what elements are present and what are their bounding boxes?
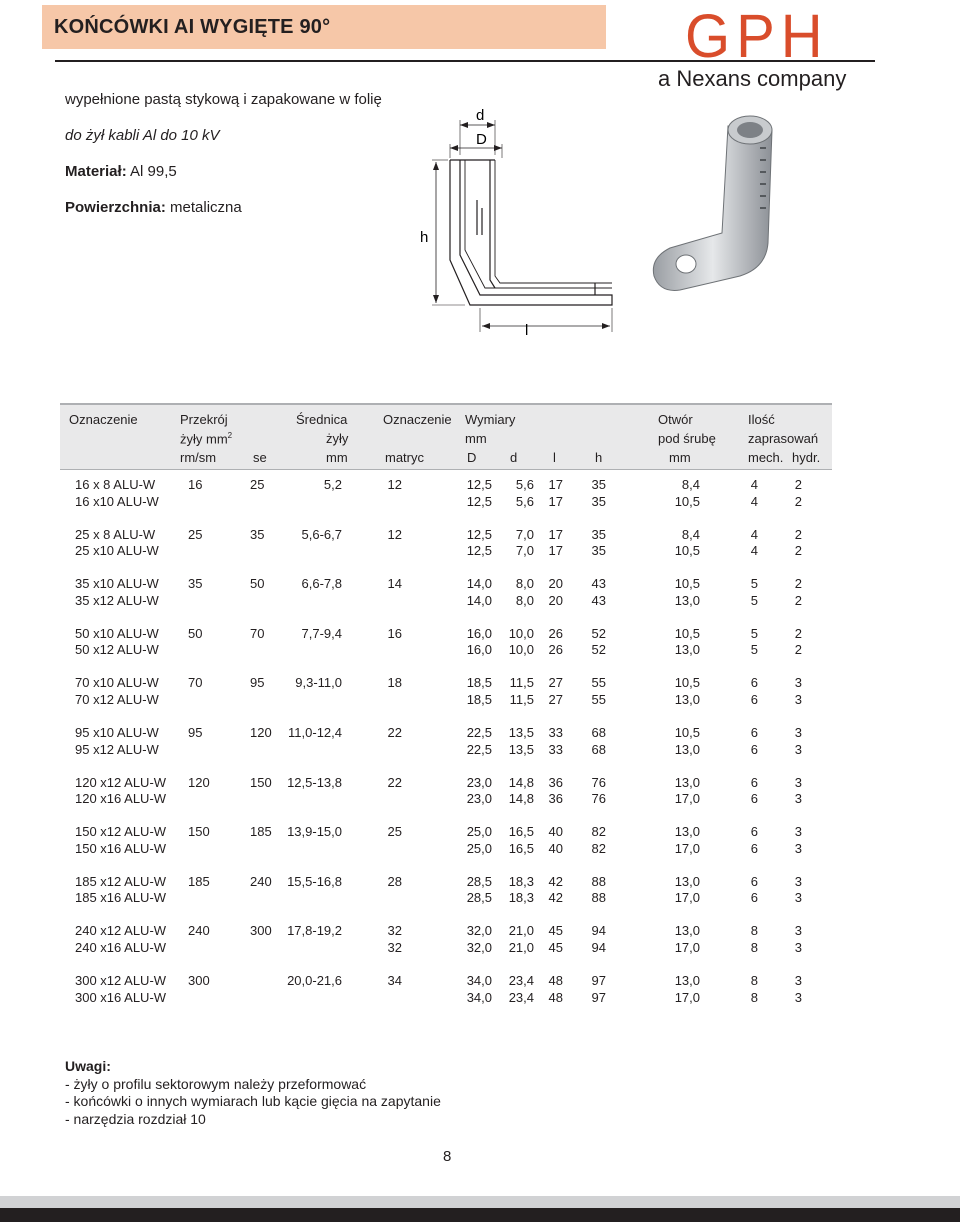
table-cell: 185 x16 ALU-W <box>75 890 167 906</box>
table-cell: 5,2 <box>323 477 342 492</box>
table-row <box>60 923 832 941</box>
table-cell: 25,0 <box>466 824 492 840</box>
table-cell: 10,5 <box>674 725 700 740</box>
table-cell: 150 x16 ALU-W <box>75 840 167 856</box>
table-cell: 5 <box>750 642 758 658</box>
table-cell: 11,5 <box>509 691 534 707</box>
table-cell: 48 <box>548 973 563 988</box>
table-cell: 300 x16 ALU-W <box>75 989 167 1005</box>
table-cell: 20,0-21,6 <box>287 973 342 988</box>
table-cell: 3 <box>794 824 802 840</box>
th-zyly: żyły <box>326 431 349 446</box>
table-cell: 23,0 <box>466 774 492 790</box>
th-mech: mech. <box>748 450 784 465</box>
table-cell: 13,9-15,0 <box>287 824 342 840</box>
table-cell: 6 <box>750 675 758 691</box>
lug-dimension-drawing <box>420 100 630 345</box>
label-h: h <box>420 229 429 246</box>
table-cell: 6 <box>750 774 758 790</box>
table-cell: 240 <box>250 873 272 889</box>
table-cell: 120 x12 ALU-W <box>75 774 167 790</box>
table-cell: 16 <box>188 477 203 492</box>
table-cell: 35 <box>591 543 606 559</box>
th-l: l <box>553 450 556 465</box>
table-cell: 97 <box>591 989 606 1005</box>
table-cell: 33 <box>548 741 563 757</box>
table-cell: 43 <box>591 576 606 592</box>
table-cell: 23,4 <box>508 973 534 988</box>
table-cell: 10,0 <box>508 642 534 658</box>
notes-title: Uwagi: <box>65 1058 111 1074</box>
table-cell: 35 <box>188 576 203 592</box>
table-row <box>60 725 832 743</box>
table-cell: 21,0 <box>508 939 534 955</box>
table-cell: 150 <box>188 824 210 840</box>
table-cell: 82 <box>591 840 606 856</box>
table-cell: 3 <box>794 774 802 790</box>
table-cell: 6,6-7,8 <box>301 576 342 592</box>
table-cell: 13,0 <box>674 774 700 790</box>
table-cell: 36 <box>548 774 563 790</box>
table-cell: 12,5 <box>466 526 492 542</box>
table-cell: 7,7-9,4 <box>301 625 342 641</box>
table-cell: 8,4 <box>681 477 700 492</box>
note-item: - narzędzia rozdział 10 <box>65 1110 206 1127</box>
table-row <box>60 527 832 545</box>
surface-value: metaliczna <box>165 199 242 216</box>
table-cell: 23,0 <box>466 791 492 807</box>
table-cell: 3 <box>794 791 802 807</box>
table-cell: 25,0 <box>466 840 492 856</box>
table-cell: 4 <box>750 526 758 542</box>
material-value: Al 99,5 <box>126 163 177 180</box>
table-cell: 185 x12 ALU-W <box>75 873 167 889</box>
table-cell: 50 <box>250 576 265 592</box>
th-oznaczenie: Oznaczenie <box>69 412 138 427</box>
table-cell: 35 x10 ALU-W <box>75 576 159 592</box>
material-line <box>65 163 177 180</box>
table-cell: 6 <box>750 890 758 906</box>
table-cell: 10,5 <box>674 543 700 559</box>
table-cell: 10,5 <box>674 625 700 641</box>
table-cell: 50 x12 ALU-W <box>75 642 159 658</box>
table-cell: 10,0 <box>508 625 534 641</box>
table-cell: 22 <box>387 725 402 740</box>
table-cell: 48 <box>548 989 563 1005</box>
table-cell: 5 <box>750 592 758 608</box>
table-cell: 95 <box>250 675 265 691</box>
intro-line-1: wypełnione pastą stykową i zapakowane w folię <box>65 91 382 108</box>
table-cell: 3 <box>794 939 802 955</box>
table-row <box>60 477 832 495</box>
table-row <box>60 940 832 958</box>
table-row <box>60 494 832 512</box>
table-cell: 17 <box>548 477 563 492</box>
table-cell: 120 <box>250 725 272 740</box>
table-cell: 34 <box>387 973 402 988</box>
page-number: 8 <box>443 1148 452 1165</box>
table-row <box>60 593 832 611</box>
table-cell: 25 <box>188 526 203 542</box>
th-wymiary: Wymiary <box>465 412 516 427</box>
table-cell: 94 <box>591 923 606 939</box>
table-row <box>60 824 832 842</box>
table-cell: 21,0 <box>508 923 534 939</box>
table-cell: 16 x 8 ALU-W <box>75 477 156 492</box>
table-row <box>60 874 832 892</box>
table-cell: 6 <box>750 873 758 889</box>
table-cell: 68 <box>591 741 606 757</box>
table-cell: 12 <box>387 477 402 492</box>
table-cell: 7,0 <box>515 543 534 559</box>
table-cell: 3 <box>794 840 802 856</box>
table-cell: 50 <box>188 625 203 641</box>
table-cell: 2 <box>794 477 802 492</box>
table-cell: 13,0 <box>674 741 700 757</box>
table-cell: 35 <box>591 477 606 492</box>
table-cell: 43 <box>591 592 606 608</box>
table-cell: 28,5 <box>466 873 492 889</box>
table-cell: 17 <box>548 543 563 559</box>
table-cell: 33 <box>548 725 563 740</box>
th-ilosc: Ilość <box>748 412 775 427</box>
table-cell: 76 <box>591 774 606 790</box>
table-row <box>60 742 832 760</box>
table-cell: 52 <box>591 642 606 658</box>
table-cell: 2 <box>794 576 802 592</box>
table-cell: 3 <box>794 989 802 1005</box>
table-cell: 6 <box>750 741 758 757</box>
th-matryc: matryc <box>385 450 424 465</box>
table-cell: 12,5 <box>466 543 492 559</box>
th-mm2: mm <box>465 431 487 446</box>
th-d: d <box>510 450 518 465</box>
table-row <box>60 675 832 693</box>
th-pod-srube: pod śrubę <box>658 431 716 446</box>
table-cell: 5,6 <box>515 493 534 509</box>
table-row <box>60 576 832 594</box>
table-cell: 36 <box>548 791 563 807</box>
table-cell: 300 <box>188 973 210 988</box>
surface-line <box>65 199 242 216</box>
table-cell: 240 <box>188 923 210 939</box>
footer-bar <box>0 1208 960 1222</box>
note-item: - końcówki o innych wymiarach lub kącie gięcia na zapytanie <box>65 1093 441 1109</box>
table-cell: 13,0 <box>674 642 700 658</box>
table-cell: 68 <box>591 725 606 740</box>
table-cell: 45 <box>548 923 563 939</box>
table-cell: 32 <box>387 939 402 955</box>
table-cell: 13,5 <box>508 725 534 740</box>
table-cell: 5,6-6,7 <box>301 526 342 542</box>
table-row <box>60 775 832 793</box>
table-cell: 97 <box>591 973 606 988</box>
table-cell: 8,0 <box>515 576 534 592</box>
table-cell: 3 <box>794 741 802 757</box>
table-cell: 13,0 <box>674 973 700 988</box>
table-cell: 25 <box>387 824 402 840</box>
th-otwor: Otwór <box>658 412 693 427</box>
table-cell: 23,4 <box>508 989 534 1005</box>
table-cell: 28 <box>387 873 402 889</box>
th-zyly-mm: żyły $mm^2$ <box>180 431 233 447</box>
table-cell: 34,0 <box>466 989 492 1005</box>
table-cell: 55 <box>591 691 606 707</box>
table-cell: 26 <box>548 625 563 641</box>
table-cell: 2 <box>794 592 802 608</box>
table-cell: 88 <box>591 873 606 889</box>
table-cell: 13,0 <box>674 873 700 889</box>
table-cell: 17 <box>548 493 563 509</box>
table-cell: 16,0 <box>466 642 492 658</box>
table-cell: 28,5 <box>466 890 492 906</box>
table-header <box>60 403 832 470</box>
table-row <box>60 626 832 644</box>
table-cell: 4 <box>750 477 758 492</box>
table-cell: 240 x16 ALU-W <box>75 939 167 955</box>
table-cell: 95 x12 ALU-W <box>75 741 159 757</box>
title-banner <box>42 5 606 49</box>
logo-tagline: a Nexans company <box>658 66 847 91</box>
table-cell: 14,8 <box>508 791 534 807</box>
table-cell: 50 x10 ALU-W <box>75 625 159 641</box>
table-row <box>60 890 832 908</box>
table-cell: 3 <box>794 923 802 939</box>
table-cell: 10,5 <box>674 675 700 691</box>
table-cell: 5 <box>750 625 758 641</box>
label-D: D <box>476 131 487 148</box>
table-cell: 14,0 <box>466 592 492 608</box>
th-hydr: hydr. <box>792 450 821 465</box>
th-se: se <box>253 450 267 465</box>
table-cell: 8 <box>750 973 758 988</box>
table-cell: 34,0 <box>466 973 492 988</box>
table-cell: 3 <box>794 675 802 691</box>
table-cell: 10,5 <box>674 576 700 592</box>
note-item: - żyły o profilu sektorowym należy przeformować <box>65 1075 367 1092</box>
table-cell: 16,5 <box>508 824 534 840</box>
th-zaprasowan: zaprasowań <box>748 431 819 446</box>
table-cell: 17,0 <box>674 890 700 906</box>
table-cell: 12,5 <box>466 477 492 492</box>
table-cell: 82 <box>591 824 606 840</box>
table-cell: 95 <box>188 725 203 740</box>
table-cell: 2 <box>794 625 802 641</box>
table-cell: 32 <box>387 923 402 939</box>
table-cell: 42 <box>548 890 563 906</box>
table-cell: 8,4 <box>681 526 700 542</box>
table-cell: 18 <box>387 675 402 691</box>
table-cell: 16 x10 ALU-W <box>75 493 159 509</box>
table-cell: 8,0 <box>515 592 534 608</box>
material-label: Materiał: <box>65 163 127 180</box>
table-cell: 2 <box>794 543 802 559</box>
table-cell: 185 <box>250 824 272 840</box>
table-row <box>60 973 832 991</box>
table-cell: 76 <box>591 791 606 807</box>
table-cell: 12,5 <box>466 493 492 509</box>
table-cell: 42 <box>548 873 563 889</box>
page-title: KOŃCÓWKI AI WYGIĘTE 90° <box>54 16 331 38</box>
label-d: d <box>476 107 485 124</box>
table-cell: 22,5 <box>466 725 492 740</box>
table-cell: 18,3 <box>508 873 534 889</box>
table-cell: 25 <box>250 477 265 492</box>
table-cell: 4 <box>750 543 758 559</box>
table-cell: 35 <box>591 493 606 509</box>
table-cell: 22 <box>387 774 402 790</box>
th-przekroj: Przekrój <box>180 412 228 427</box>
table-cell: 13,5 <box>508 741 534 757</box>
table-row <box>60 841 832 859</box>
table-cell: 3 <box>794 973 802 988</box>
table-cell: 240 x12 ALU-W <box>75 923 167 939</box>
table-cell: 10,5 <box>674 493 700 509</box>
table-cell: 13,0 <box>674 923 700 939</box>
table-cell: 16 <box>387 625 402 641</box>
table-cell: 6 <box>750 691 758 707</box>
table-cell: 11,0-12,4 <box>288 725 342 740</box>
table-cell: 17,0 <box>674 989 700 1005</box>
table-cell: 2 <box>794 642 802 658</box>
table-cell: 6 <box>750 791 758 807</box>
table-cell: 32,0 <box>466 923 492 939</box>
table-cell: 15,5-16,8 <box>287 873 342 889</box>
table-cell: 11,5 <box>509 675 534 691</box>
table-cell: 7,0 <box>515 526 534 542</box>
table-cell: 27 <box>548 675 563 691</box>
logo-brand: GPH <box>685 2 829 71</box>
table-cell: 120 <box>188 774 210 790</box>
table-cell: 35 <box>591 526 606 542</box>
table-cell: 55 <box>591 675 606 691</box>
table-cell: 3 <box>794 873 802 889</box>
table-cell: 6 <box>750 824 758 840</box>
table-cell: 9,3-11,0 <box>295 675 342 691</box>
table-cell: 17 <box>548 526 563 542</box>
table-cell: 8 <box>750 923 758 939</box>
table-cell: 94 <box>591 939 606 955</box>
table-cell: 26 <box>548 642 563 658</box>
table-cell: 88 <box>591 890 606 906</box>
table-row <box>60 642 832 660</box>
table-cell: 6 <box>750 840 758 856</box>
table-cell: 70 <box>188 675 203 691</box>
table-cell: 35 <box>250 526 265 542</box>
table-cell: 17,0 <box>674 791 700 807</box>
lug-product-image <box>640 108 790 298</box>
table-cell: 70 <box>250 625 265 641</box>
intro-line-2: do żył kabli Al do 10 kV <box>65 127 220 144</box>
table-cell: 22,5 <box>466 741 492 757</box>
table-row <box>60 543 832 561</box>
table-cell: 14 <box>387 576 402 592</box>
table-cell: 20 <box>548 576 563 592</box>
table-cell: 5,6 <box>515 477 534 492</box>
table-cell: 35 x12 ALU-W <box>75 592 159 608</box>
table-cell: 70 x10 ALU-W <box>75 675 159 691</box>
table-cell: 14,8 <box>508 774 534 790</box>
table-cell: 40 <box>548 824 563 840</box>
table-cell: 17,8-19,2 <box>287 923 342 939</box>
table-cell: 4 <box>750 493 758 509</box>
th-rmsm: rm/sm <box>180 450 217 465</box>
table-cell: 52 <box>591 625 606 641</box>
table-cell: 13,0 <box>674 824 700 840</box>
table-cell: 14,0 <box>466 576 492 592</box>
table-cell: 45 <box>548 939 563 955</box>
th-srednica: Średnica <box>296 412 348 427</box>
table-cell: 3 <box>794 691 802 707</box>
table-cell: 27 <box>548 691 563 707</box>
table-cell: 3 <box>794 890 802 906</box>
table-cell: 13,0 <box>674 691 700 707</box>
table-cell: 150 x12 ALU-W <box>75 824 167 840</box>
table-cell: 25 x 8 ALU-W <box>75 526 156 542</box>
table-cell: 17,0 <box>674 840 700 856</box>
footer-band <box>0 1196 960 1208</box>
table-row <box>60 791 832 809</box>
table-cell: 16,5 <box>508 840 534 856</box>
specs-table <box>60 403 832 1005</box>
table-cell: 2 <box>794 526 802 542</box>
table-cell: 6 <box>750 725 758 740</box>
table-cell: 20 <box>548 592 563 608</box>
table-cell: 40 <box>548 840 563 856</box>
table-cell: 150 <box>250 774 272 790</box>
table-cell: 5 <box>750 576 758 592</box>
table-cell: 18,5 <box>466 691 492 707</box>
table-cell: 3 <box>794 725 802 740</box>
table-cell: 8 <box>750 989 758 1005</box>
th-mm1: mm <box>326 450 348 465</box>
th-mm3: mm <box>669 450 691 465</box>
table-cell: 95 x10 ALU-W <box>75 725 159 740</box>
table-cell: 25 x10 ALU-W <box>75 543 159 559</box>
table-cell: 300 x12 ALU-W <box>75 973 167 988</box>
table-cell: 8 <box>750 939 758 955</box>
table-row <box>60 692 832 710</box>
table-cell: 32,0 <box>466 939 492 955</box>
table-cell: 300 <box>250 923 272 939</box>
table-cell: 120 x16 ALU-W <box>75 791 167 807</box>
table-cell: 18,3 <box>508 890 534 906</box>
table-cell: 185 <box>188 873 210 889</box>
table-cell: 16,0 <box>466 625 492 641</box>
surface-label: Powierzchnia: <box>65 199 166 216</box>
label-l: l <box>525 322 529 339</box>
th-h: h <box>595 450 603 465</box>
table-cell: 2 <box>794 493 802 509</box>
table-cell: 12 <box>387 526 402 542</box>
table-cell: 17,0 <box>674 939 700 955</box>
notes-section <box>65 1058 441 1128</box>
table-cell: 18,5 <box>466 675 492 691</box>
th-oznaczenie-2: Oznaczenie <box>383 412 452 427</box>
table-cell: 13,0 <box>674 592 700 608</box>
table-cell: 70 x12 ALU-W <box>75 691 159 707</box>
table-cell: 12,5-13,8 <box>287 774 342 790</box>
table-row <box>60 990 832 1008</box>
th-D: D <box>467 450 477 465</box>
